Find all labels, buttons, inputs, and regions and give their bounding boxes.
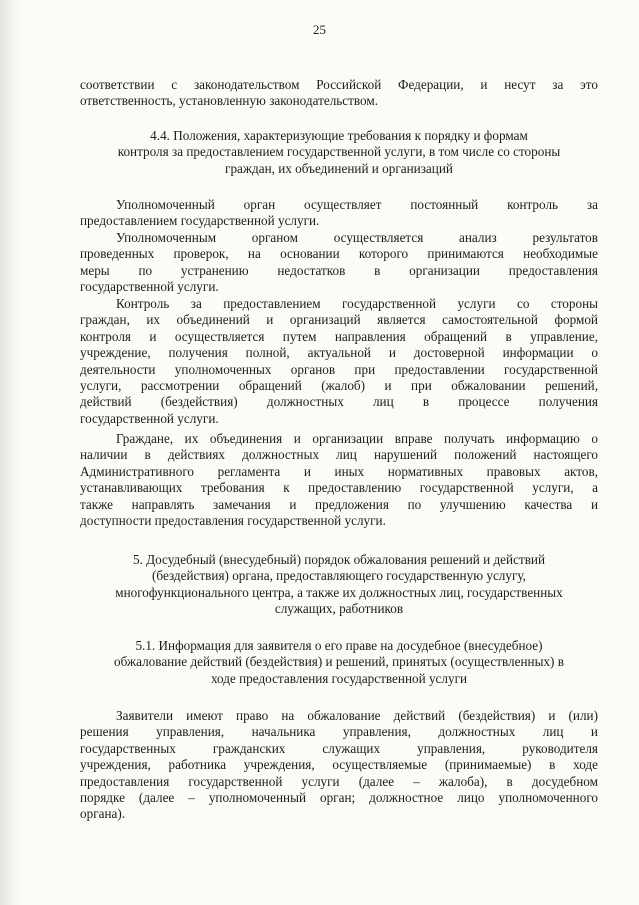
text-line: предоставлением государственной услуги.: [80, 213, 320, 229]
text-line: услуги, рассмотрении обращений (жалоб) и при обжаловании решений,: [80, 377, 598, 393]
heading-line: граждан, их объединений и организаций: [225, 160, 453, 176]
text-line: Контроль за предоставлением государственной услуги со стороны: [116, 296, 598, 311]
paragraph-control-constant: [80, 197, 598, 230]
heading-line: служащих, работников: [274, 601, 404, 617]
text-line: предоставления государственной услуги (далее – жалоба), в досудебном: [80, 773, 598, 789]
text-line: органа).: [80, 806, 126, 822]
text-line: действий (бездействия) должностных лиц в процессе получения: [80, 394, 598, 410]
heading-line: 5. Досудебный (внесудебный) порядок обжалования решений и действий: [132, 552, 546, 567]
heading-line: 5.1. Информация для заявителя о его праве на досудебное (внесудебное): [135, 638, 543, 653]
text-line: устанавливающих требования к предоставлению государственной услуги, а: [80, 480, 598, 496]
text-line: деятельности уполномоченных органов при предоставлении государственной: [80, 361, 598, 377]
scan-shadow: [0, 0, 20, 905]
text-line: учреждения, работника учреждения, осуществляемые (принимаемые) в ходе: [80, 757, 598, 773]
text-line: доступности предоставления государственной услуги.: [80, 512, 386, 528]
text-line: наличии в действиях должностных лиц нарушений положений настоящего: [80, 447, 598, 463]
heading-5: [80, 552, 598, 618]
page-number: 25: [313, 22, 326, 37]
text-line: проведенных проверок, на основании которого принимаются необходимые: [80, 246, 598, 262]
heading-line: обжалование действий (бездействия) и решений, принятых (осуществленных) в: [114, 654, 564, 670]
heading-line: (бездействия) органа, предоставляющего государственную услугу,: [152, 568, 526, 584]
text-line: решения управления, начальника управления, должностных лиц и: [80, 724, 598, 740]
text-line: Граждане, их объединения и организации вправе получать информацию о: [116, 431, 598, 446]
text-line: Заявители имеют право на обжалование действий (бездействия) и (или): [116, 708, 598, 723]
heading-line: 4.4. Положения, характеризующие требования к порядку и формам: [150, 128, 528, 143]
intro-paragraph: [80, 77, 598, 110]
heading-line: ходе предоставления государственной услуги: [210, 670, 468, 686]
text-line: также направлять замечания и предложения по улучшению качества и: [80, 496, 598, 512]
text-line: государственных гражданских служащих управления, руководителя: [80, 740, 598, 756]
heading-line: контроля за предоставлением государственной услуги, в том числе со стороны: [117, 144, 561, 160]
text-line: порядке (далее – уполномоченный орган; должностное лицо уполномоченного: [80, 789, 598, 805]
text-line: граждан, их объединений и организаций является самостоятельной формой: [80, 312, 598, 328]
text-line: соответствии с законодательством Российской Федерации, и несут за это: [80, 77, 598, 92]
paragraph-citizen-control: [80, 296, 598, 427]
paragraph-appeal-right: [80, 708, 598, 823]
heading-4-4: [80, 128, 598, 177]
heading-line: многофункционального центра, а также их должностных лиц, государственных: [115, 584, 563, 600]
text-line: государственной услуги.: [80, 279, 219, 295]
paragraph-analysis: [80, 230, 598, 296]
paragraph-citizen-rights: [80, 431, 598, 529]
text-line: Уполномоченный орган осуществляет постоянный контроль за: [116, 197, 598, 212]
heading-5-1: [80, 638, 598, 687]
text-line: ответственность, установленную законодательством.: [80, 93, 379, 109]
text-line: Административного регламента и иных нормативных правовых актов,: [80, 463, 598, 479]
text-line: Уполномоченным органом осуществляется анализ результатов: [116, 230, 598, 245]
text-line: государственной услуги.: [80, 410, 219, 426]
text-line: учреждение, получения полной, актуальной и достоверной информации о: [80, 345, 598, 361]
text-line: контроля и осуществляется путем направления обращений в управление,: [80, 328, 598, 344]
text-line: меры по устранению недостатков в организации предоставления: [80, 262, 598, 278]
